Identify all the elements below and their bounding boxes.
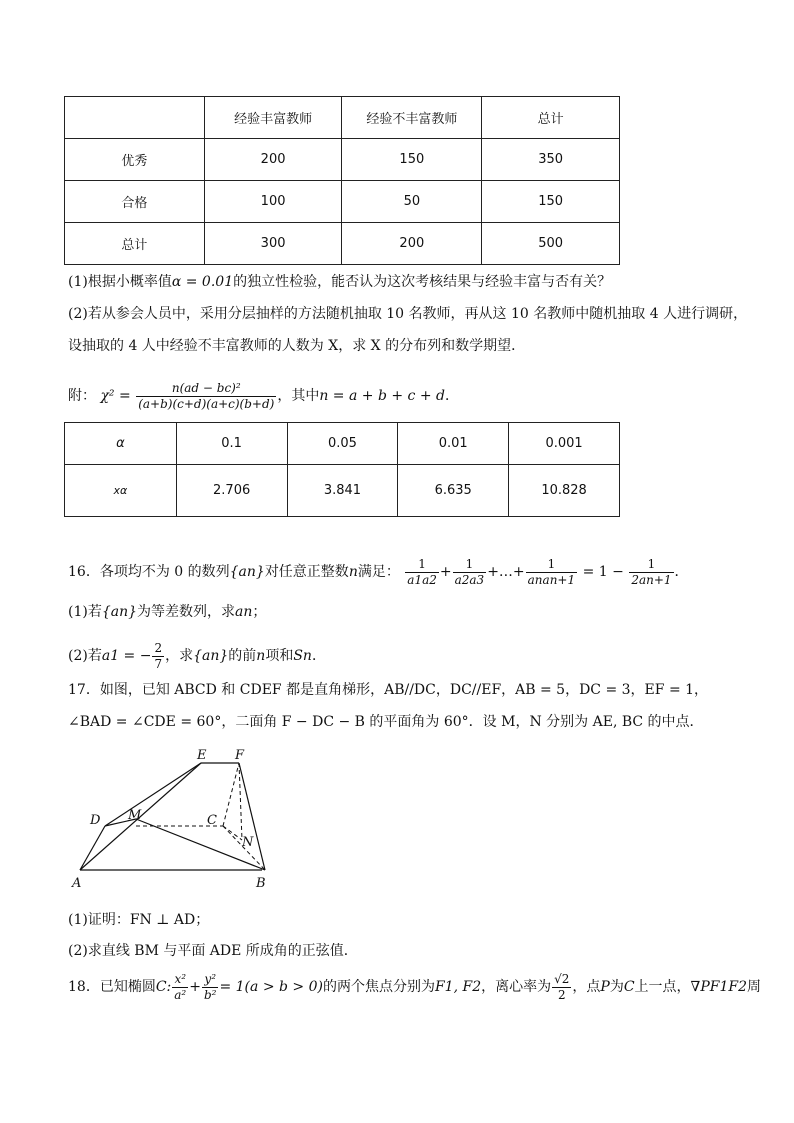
an-symbol: an bbox=[235, 604, 253, 620]
foci-symbol: F1, F2 bbox=[434, 979, 482, 995]
q15-part1 bbox=[68, 272, 611, 292]
table-cell: xα bbox=[65, 465, 177, 517]
curve-symbol: C: bbox=[155, 979, 172, 995]
fraction-a1 bbox=[152, 641, 164, 672]
table-cell: 合格 bbox=[65, 181, 205, 223]
q18-stem: 18．已知椭圆C: $\frac{\text{x²}}{\text{a²}}$ + $\frac{\text{y²}}{\text{b²}}$ = 1(a > b > 0)的两个焦点分别为F1, F2，离心率为 $\frac{√2}{2}$ ，点P为C上一点，∇PF1F2周 bbox=[68, 971, 761, 1002]
q18-text: 周 bbox=[746, 979, 761, 995]
edge-fb bbox=[239, 763, 265, 870]
q17-part2: (2)求直线 BM 与平面 ADE 所成角的正弦值． bbox=[68, 943, 358, 959]
q15-part1-text: (1)根据小概率值 bbox=[68, 274, 172, 290]
q18-text: 18．已知椭圆 bbox=[68, 979, 156, 995]
table-cell: 200 bbox=[204, 139, 342, 181]
a1-condition: a1 = − bbox=[101, 648, 152, 664]
table-cell: 300 bbox=[204, 223, 342, 265]
table-cell: 0.01 bbox=[398, 423, 509, 465]
fraction-denominator: a2a3 bbox=[454, 572, 485, 587]
table-cell: 350 bbox=[482, 139, 620, 181]
hidden-edge-cn bbox=[223, 826, 242, 840]
fraction-numerator: y² bbox=[202, 972, 219, 988]
q18-text: 的两个焦点分别为 bbox=[322, 979, 435, 995]
y-fraction bbox=[202, 972, 219, 1003]
fraction-1: $\frac{1}{a1a2}$ bbox=[407, 556, 437, 587]
table-row bbox=[65, 181, 620, 223]
seq-symbol: {an} bbox=[193, 648, 229, 664]
triangle-symbol: ∇PF1F2 bbox=[690, 979, 747, 995]
label-f: F bbox=[235, 748, 245, 763]
chi-square-fraction bbox=[136, 381, 276, 412]
contingency-table bbox=[64, 96, 620, 265]
label-m: M bbox=[128, 808, 142, 823]
sn-symbol: Sn bbox=[293, 648, 312, 664]
table-cell: 优秀 bbox=[65, 139, 205, 181]
ellipse-equation: = 1(a > b > 0) bbox=[219, 979, 323, 995]
q16-part2 bbox=[68, 640, 326, 672]
table-cell: 2.706 bbox=[176, 465, 287, 517]
n-symbol: n bbox=[348, 564, 358, 580]
alpha-value: α = 0.01 bbox=[171, 274, 234, 290]
table-cell: 0.1 bbox=[176, 423, 287, 465]
formula-n: n = a + b + c + d bbox=[319, 388, 445, 404]
q16-text: 对任意正整数 bbox=[264, 564, 349, 580]
q16-text: 16．各项均不为 0 的数列 bbox=[68, 564, 230, 580]
fraction-denominator: 2 bbox=[557, 987, 566, 1002]
hidden-edge-cf bbox=[223, 763, 239, 826]
table-header-cell bbox=[65, 97, 205, 139]
label-a: A bbox=[72, 876, 82, 891]
table-row bbox=[65, 139, 620, 181]
table-cell: 100 bbox=[204, 181, 342, 223]
q15-part2-line1: (2)若从参会人员中，采用分层抽样的方法随机抽取 10 名教师，再从这 10 名教师中随机抽取 4 人进行调研， bbox=[68, 306, 748, 322]
fraction-denominator: 7 bbox=[154, 656, 163, 671]
q16-stem: 16．各项均不为 0 的数列{an}对任意正整数n满足： $\frac{1}{a1a2}$ + $\frac{1}{a2a3}$ +…+ $\frac{1}{\text{anan+1}}$ = 1 − $\frac{1}{2an+1}$ ． bbox=[68, 556, 689, 587]
fraction-2: $\frac{1}{a2a3}$ bbox=[454, 556, 485, 587]
label-e: E bbox=[197, 748, 207, 763]
fraction-n: $\frac{1}{\text{anan+1}}$ bbox=[527, 556, 576, 587]
label-c: C bbox=[207, 813, 217, 828]
q15-part1-rest: 的独立性检验，能否认为这次考核结果与经验丰富与否有关？ bbox=[233, 274, 612, 290]
table-cell: 总计 bbox=[65, 223, 205, 265]
fraction-denominator: anan+1 bbox=[527, 572, 576, 587]
table-header-cell: 经验丰富教师 bbox=[204, 97, 342, 139]
edge-ad bbox=[80, 826, 105, 870]
q16-text: 满足： bbox=[357, 564, 400, 580]
table-cell: 0.05 bbox=[287, 423, 398, 465]
table-row bbox=[65, 423, 620, 465]
label-n: N bbox=[242, 835, 254, 850]
table-cell: 10.828 bbox=[509, 465, 620, 517]
q17-line2: ∠BAD = ∠CDE = 60°，二面角 F − DC − B 的平面角为 60°．设 M，N 分别为 AE, BC 的中点． bbox=[68, 714, 704, 730]
fraction-denominator: b² bbox=[203, 987, 217, 1002]
table-cell: 0.001 bbox=[509, 423, 620, 465]
formula-lhs: χ² = bbox=[100, 388, 131, 404]
table-cell: 50 bbox=[342, 181, 482, 223]
appendix-label: 附： bbox=[68, 388, 96, 404]
formula-end: ． bbox=[445, 388, 459, 404]
p-symbol: P bbox=[600, 979, 610, 995]
table-cell: α bbox=[65, 423, 177, 465]
fraction-denominator: (a+b)(c+d)(a+c)(b+d) bbox=[138, 396, 275, 411]
q16-part1-text: (1)若 bbox=[68, 604, 102, 620]
n-symbol: n bbox=[256, 648, 266, 664]
formula-tail: ，其中 bbox=[277, 388, 320, 404]
q16-part2-text: (2)若 bbox=[68, 648, 102, 664]
q16-part2-text: 项和 bbox=[265, 648, 294, 664]
q17-part1: (1)证明：FN ⊥ AD； bbox=[68, 912, 210, 928]
fraction-rhs: $\frac{1}{2an+1}$ bbox=[631, 556, 672, 587]
fraction-numerator: x² bbox=[172, 972, 188, 988]
fraction-numerator: √2 bbox=[554, 971, 570, 986]
q17-line1: 17．如图，已知 ABCD 和 CDEF 都是直角梯形，AB//DC，DC//EF，AB = 5，DC = 3，EF = 1， bbox=[68, 682, 709, 698]
rhs: = 1 − bbox=[582, 564, 624, 580]
label-b: B bbox=[256, 876, 266, 891]
critical-value-table bbox=[64, 422, 620, 517]
table-cell: 6.635 bbox=[398, 465, 509, 517]
table-row bbox=[65, 465, 620, 517]
q16-part2-text: ，求 bbox=[165, 648, 194, 664]
seq-symbol: {an} bbox=[101, 604, 138, 620]
fraction-numerator: n(ad − bc)² bbox=[136, 381, 276, 397]
table-cell: 200 bbox=[342, 223, 482, 265]
label-d: D bbox=[90, 813, 101, 828]
q16-part1-text: 为等差数列，求 bbox=[137, 604, 236, 620]
table-cell: 150 bbox=[482, 181, 620, 223]
fraction-denominator: a1a2 bbox=[407, 572, 437, 587]
chi-square-formula bbox=[68, 380, 459, 412]
table-cell: 150 bbox=[342, 139, 482, 181]
edge-de bbox=[105, 763, 201, 826]
q18-text: ，点 bbox=[572, 979, 601, 995]
q18-text: ，离心率为 bbox=[481, 979, 552, 995]
fraction-denominator: 2an+1 bbox=[631, 572, 672, 587]
table-row bbox=[65, 223, 620, 265]
seq-symbol: {an} bbox=[229, 564, 265, 580]
table-header-cell: 经验不丰富教师 bbox=[342, 97, 482, 139]
fraction-numerator: 2 bbox=[154, 640, 163, 655]
q18-text: 上一点， bbox=[634, 979, 691, 995]
q18-text: 为 bbox=[609, 979, 624, 995]
eccentricity-fraction bbox=[552, 972, 571, 1003]
table-cell: 3.841 bbox=[287, 465, 398, 517]
q16-part1 bbox=[68, 602, 266, 622]
table-cell: 500 bbox=[482, 223, 620, 265]
q15-part2-line2: 设抽取的 4 人中经验不丰富教师的人数为 X，求 X 的分布列和数学期望． bbox=[68, 338, 526, 354]
x-fraction bbox=[172, 972, 188, 1003]
table-header-row bbox=[65, 97, 620, 139]
geometry-figure bbox=[70, 745, 290, 895]
q16-part2-end: ． bbox=[311, 648, 326, 664]
ellipsis: +…+ bbox=[487, 564, 525, 580]
q16-end: ． bbox=[674, 564, 689, 580]
fraction-denominator: a² bbox=[174, 987, 187, 1002]
table-header-cell: 总计 bbox=[482, 97, 620, 139]
q16-part2-text: 的前 bbox=[228, 648, 257, 664]
c-symbol: C bbox=[623, 979, 635, 995]
q16-part1-end: ； bbox=[252, 604, 267, 620]
